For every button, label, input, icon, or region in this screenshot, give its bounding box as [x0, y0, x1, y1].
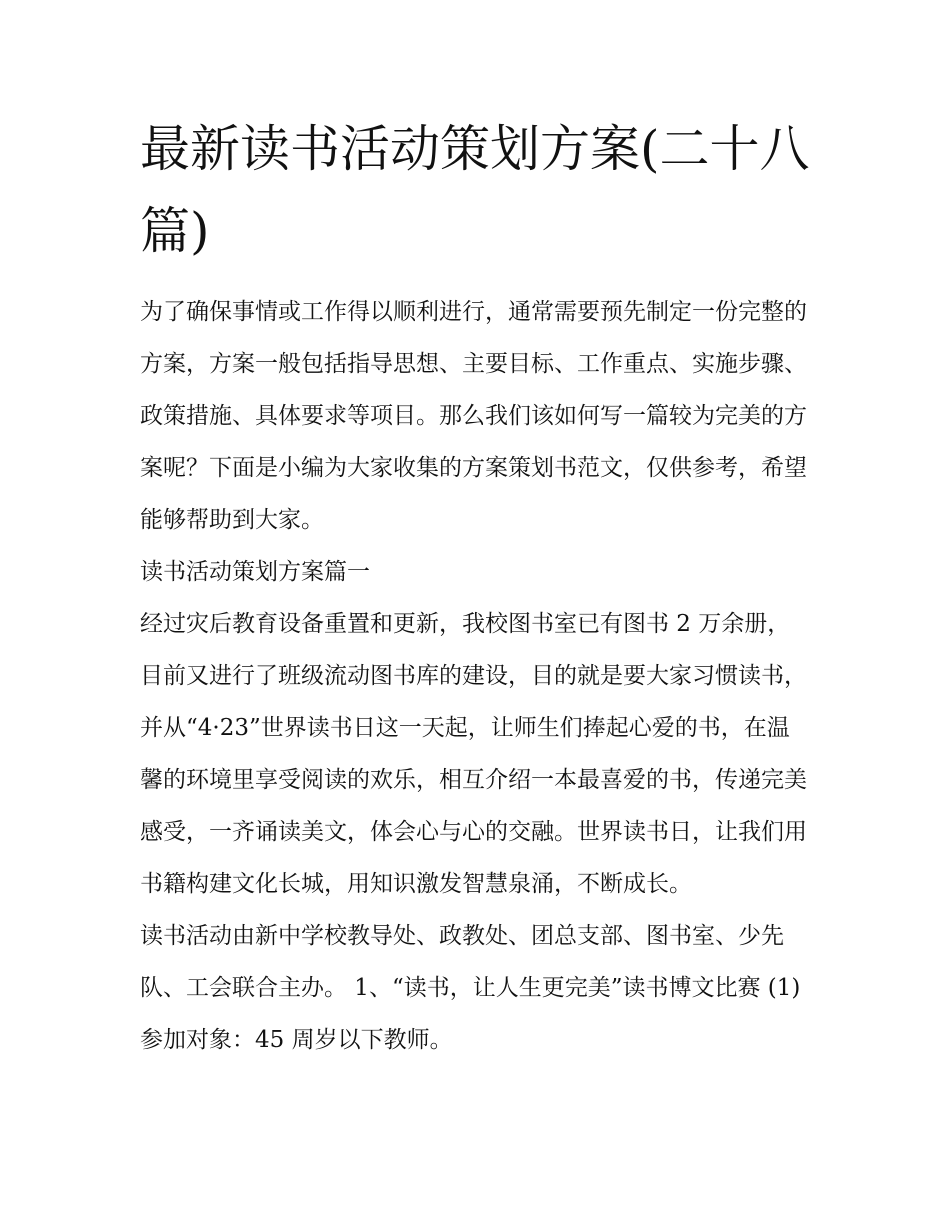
document-title: 最新读书活动策划方案(二十八篇) [140, 120, 810, 260]
body-paragraph: 读书活动由新中学校教导处、政教处、团总支部、图书室、少先队、工会联合主办。 1、“读书，让人生更完美”读书博文比赛 (1)参加对象：45 周岁以下教师。 [140, 923, 801, 1053]
document-body [140, 108, 810, 1066]
body-paragraph: 经过灾后教育设备重置和更新，我校图书室已有图书 2 万余册，目前又进行了班级流动图书库的建设，目的就是要大家习惯读书，并从“4·23”世界读书日这一天起，让师生们捧起心爱的书，在温馨的环境里享受阅读的欢乐，相互介绍一本最喜爱的书，传递完美感受，一齐诵读美文，体会心与心的交融。世界读书日，让我们用书籍构建文化长城，用知识激发智慧泉涌，不断成长。 [140, 611, 807, 897]
intro-paragraph: 为了确保事情或工作得以顺利进行，通常需要预先制定一份完整的方案，方案一般包括指导思想、主要目标、工作重点、实施步骤、政策措施、具体要求等项目。那么我们该如何写一篇较为完美的方案呢？下面是小编为大家收集的方案策划书范文，仅供参考，希望能够帮助到大家。 [140, 299, 807, 533]
section-heading: 读书活动策划方案篇一 [140, 559, 370, 585]
